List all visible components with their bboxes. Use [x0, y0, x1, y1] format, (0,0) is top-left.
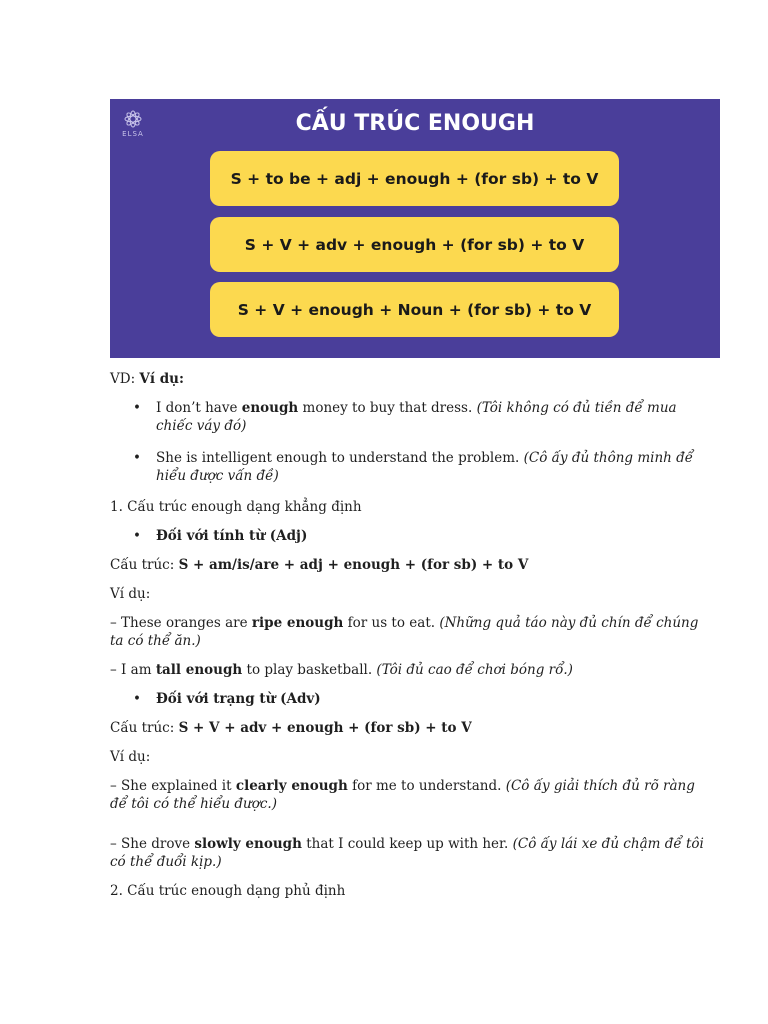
- enough-banner: [110, 99, 720, 358]
- bullet-icon: •: [133, 528, 141, 544]
- banner-title: CẤU TRÚC ENOUGH: [295, 111, 535, 136]
- translation: (Tôi đủ cao để chơi bóng rổ.): [376, 662, 573, 678]
- bullet-icon: •: [133, 400, 141, 416]
- example-label: Ví dụ:: [110, 586, 151, 602]
- list-item: • She is intelligent enough to understand the problem. (Cô ấy đủ thông minh để hiểu được vấn đề): [133, 450, 694, 484]
- translation: (Cô ấy đủ thông minh để hiểu được vấn đề): [156, 450, 694, 484]
- example-line: – These oranges are ripe enough for us to eat. (Những quả táo này đủ chín để chúng ta có thể ăn.): [110, 615, 699, 649]
- vd-prefix: VD:: [110, 371, 140, 387]
- example-line: – She explained it clearly enough for me to understand. (Cô ấy giải thích đủ rõ ràng để tôi có thể hiểu được.): [110, 778, 695, 812]
- bullet-icon: •: [133, 450, 141, 466]
- structure-line: Cấu trúc: S + am/is/are + adj + enough + (for sb) + to V: [110, 557, 529, 573]
- logo-text: ELSA: [122, 130, 144, 138]
- list-item: • I don’t have enough money to buy that dress. (Tôi không có đủ tiền để mua chiếc váy đó): [133, 400, 677, 434]
- sub-heading-adj: • Đối với tính từ (Adj): [133, 528, 308, 544]
- vd-line: [110, 370, 710, 388]
- example-line: – I am tall enough to play basketball. (Tôi đủ cao để chơi bóng rổ.): [110, 662, 573, 678]
- structure-line: Cấu trúc: S + V + adv + enough + (for sb) + to V: [110, 720, 472, 736]
- example-line: – She drove slowly enough that I could keep up with her. (Cô ấy lái xe đủ chậm để tôi có thể đuổi kịp.): [110, 836, 704, 870]
- translation: (Cô ấy giải thích đủ rõ ràng để tôi có thể hiểu được.): [110, 778, 695, 812]
- formula-box-adv: S + V + adv + enough + (for sb) + to V: [210, 217, 619, 272]
- vd-label: Ví dụ:: [139, 371, 184, 387]
- document-body: [110, 370, 710, 900]
- translation: (Tôi không có đủ tiền để mua chiếc váy đó): [156, 400, 677, 434]
- example-label: Ví dụ:: [110, 749, 151, 765]
- bullet-icon: •: [133, 691, 141, 707]
- formula-box-adj: S + to be + adj + enough + (for sb) + to V: [210, 151, 619, 206]
- section-heading: 1. Cấu trúc enough dạng khẳng định: [110, 499, 362, 515]
- sub-heading-adv: • Đối với trạng từ (Adv): [133, 691, 321, 707]
- formula-box-noun: S + V + enough + Noun + (for sb) + to V: [210, 282, 619, 337]
- translation: (Cô ấy lái xe đủ chậm để tôi có thể đuổi kịp.): [110, 836, 704, 870]
- translation: (Những quả táo này đủ chín để chúng ta có thể ăn.): [110, 615, 699, 649]
- section-heading: 2. Cấu trúc enough dạng phủ định: [110, 883, 346, 899]
